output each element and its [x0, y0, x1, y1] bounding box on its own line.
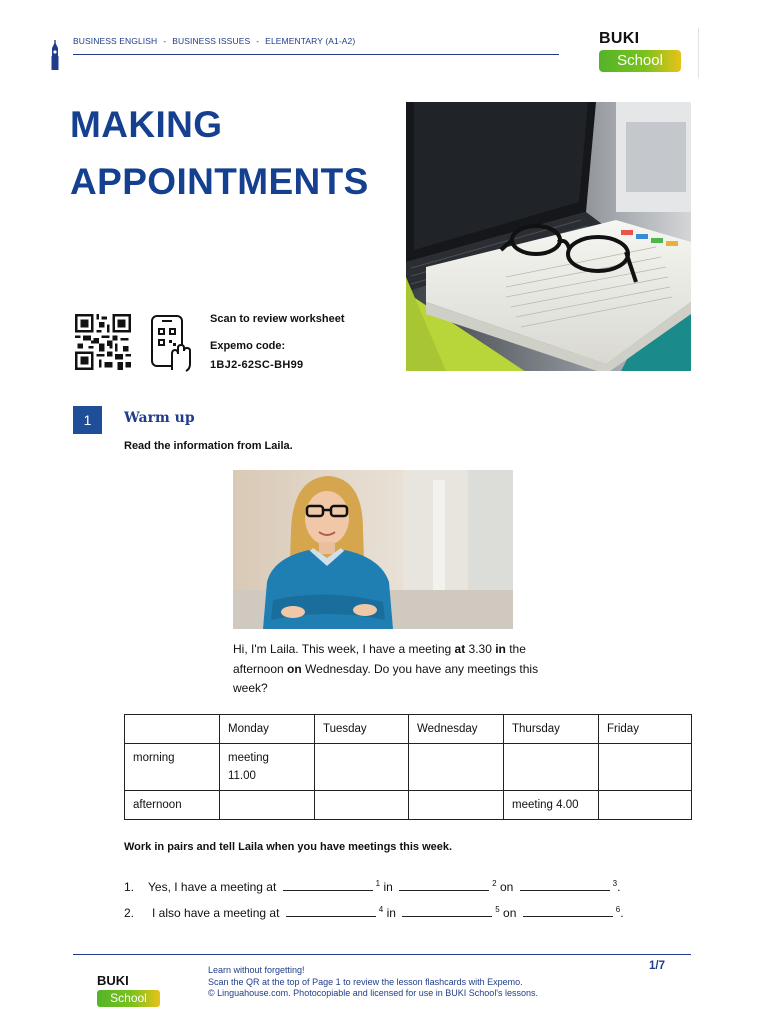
header-cell: Thursday: [504, 715, 599, 744]
footer-tagline: Learn without forgetting!: [208, 965, 305, 975]
preposition-at: at: [454, 642, 466, 656]
phone-scan-icon: [150, 314, 192, 372]
header-cell: Tuesday: [315, 715, 409, 744]
footer-logo-text-buki: BUKI: [97, 973, 129, 988]
section-title: Warm up: [124, 410, 195, 426]
exercise-prefix: Yes, I have a meeting at: [148, 880, 277, 894]
laptop-notebook-glasses-photo: [406, 102, 691, 371]
logo-text-buki: BUKI: [599, 30, 640, 47]
header-cell: Wednesday: [409, 715, 504, 744]
table-cell: [409, 791, 504, 820]
exercise-end: .: [617, 880, 621, 894]
qr-code-icon: [73, 314, 133, 370]
row-label-cell: afternoon: [125, 791, 220, 820]
laila-portrait-photo: [233, 470, 513, 629]
table-cell: [599, 744, 692, 791]
table-cell: meeting 11.00: [220, 744, 315, 791]
page-title: [70, 96, 400, 210]
logo-text-school: School: [599, 50, 681, 72]
exercise-word: in: [386, 906, 396, 920]
exercise-word: in: [383, 880, 393, 894]
exercise-prefix: I also have a meeting at: [152, 906, 280, 920]
blank-field[interactable]: [520, 879, 610, 891]
blank-field[interactable]: [523, 905, 613, 917]
footer-buki-school-logo: [97, 974, 167, 1007]
blank-number: 5: [495, 905, 500, 914]
breadcrumb-item: ELEMENTARY (A1-A2): [265, 36, 356, 46]
weekly-schedule-table: [124, 714, 692, 820]
blank-field[interactable]: [283, 879, 373, 891]
table-header-row: [125, 715, 692, 744]
title-line-2: APPOINTMENTS: [70, 161, 369, 202]
footer-copyright: © Linguahouse.com. Photocopiable and licensed for use in BUKI School's lessons.: [208, 988, 539, 998]
section-number-badge: 1: [73, 406, 102, 434]
message-text: 3.30: [465, 642, 496, 656]
blank-number: 1: [375, 879, 381, 888]
exercise-number: 1.: [124, 880, 135, 894]
table-cell: [315, 744, 409, 791]
footer-divider: [73, 954, 691, 955]
message-text: Wednesday. Do you have any meetings this week?: [233, 661, 539, 695]
blank-number: 2: [492, 879, 497, 888]
table-cell: [409, 744, 504, 791]
blank-number: 4: [378, 905, 384, 914]
table-cell: [599, 791, 692, 820]
header-divider: [73, 54, 559, 55]
footer-text: [208, 965, 538, 1000]
breadcrumb: [73, 36, 355, 46]
exercise-item: [124, 879, 620, 894]
blank-field[interactable]: [286, 905, 376, 917]
preposition-in: in: [495, 642, 506, 656]
exercise-word: on: [503, 906, 517, 920]
exercise-number: 2.: [124, 906, 135, 920]
message-text: the afternoon: [233, 642, 526, 676]
footer-logo-text-school: School: [97, 990, 160, 1007]
buki-school-logo: [599, 30, 689, 72]
table-row: [125, 791, 692, 820]
big-ben-tower-icon: [50, 40, 60, 70]
table-cell: [315, 791, 409, 820]
preposition-on: on: [287, 661, 302, 676]
expemo-code-label: Expemo code:: [210, 340, 286, 352]
breadcrumb-item: BUSINESS ISSUES: [172, 36, 251, 46]
table-row: [125, 744, 692, 791]
table-cell: [220, 791, 315, 820]
table-cell: meeting 4.00: [504, 791, 599, 820]
blank-field[interactable]: [399, 879, 489, 891]
expemo-code: 1BJ2-62SC-BH99: [210, 359, 304, 371]
breadcrumb-separator: -: [256, 36, 260, 46]
breadcrumb-item: BUSINESS ENGLISH: [73, 36, 158, 46]
blank-number: 6: [615, 905, 621, 914]
scan-instruction: Scan to review worksheet: [210, 313, 345, 325]
row-label-cell: morning: [125, 744, 220, 791]
footer-scan-note: Scan the QR at the top of Page 1 to review the lesson flashcards with Expemo.: [208, 976, 523, 987]
breadcrumb-separator: -: [163, 36, 167, 46]
exercise-item: [124, 905, 624, 920]
blank-number: 3: [612, 879, 618, 888]
header-cell: Monday: [220, 715, 315, 744]
page-number: 1/7: [649, 960, 665, 972]
title-line-1: MAKING: [70, 104, 223, 145]
exercise-end: .: [620, 906, 624, 920]
exercise-word: on: [499, 880, 514, 894]
laila-message: [233, 640, 573, 699]
logo-divider: [698, 28, 699, 78]
pairs-instruction: Work in pairs and tell Laila when you have meetings this week.: [124, 841, 453, 853]
header-cell: Friday: [599, 715, 692, 744]
table-cell: [504, 744, 599, 791]
message-text: Hi, I'm Laila. This week, I have a meeting: [233, 642, 455, 656]
blank-field[interactable]: [402, 905, 492, 917]
read-instruction: Read the information from Laila.: [124, 440, 293, 452]
header-cell: [125, 715, 220, 744]
